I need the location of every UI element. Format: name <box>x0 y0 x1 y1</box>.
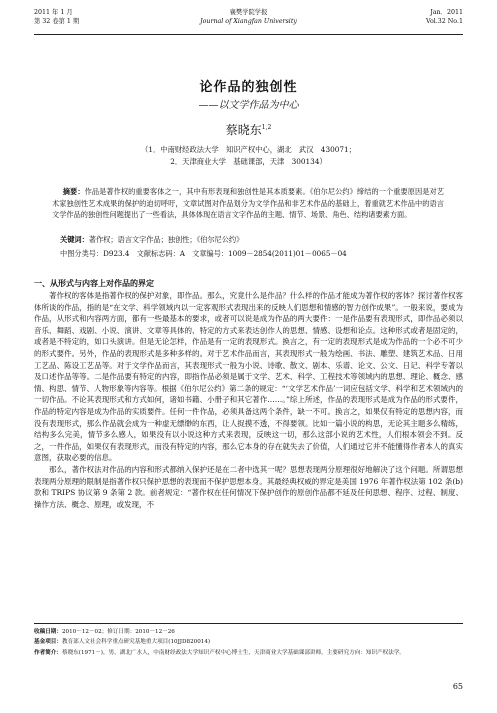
footnotes <box>34 627 463 658</box>
page-number: 65 <box>452 682 463 691</box>
article-subtitle: ——以文学作品为中心 <box>198 100 299 111</box>
footnote-received <box>34 627 463 637</box>
article-title: 论作品的独创性 <box>199 80 298 95</box>
classification: 中图分类号：D923.4 文献标志码：A 文章编号：1009－2854(2011)01－0065－04 <box>60 249 347 258</box>
header-date-en: Jan．2011 <box>430 9 463 16</box>
footnote-rule <box>34 623 463 624</box>
paragraph: 著作权的客体是指著作权的保护对象，即作品。那么，究竟什么是作品？什么样的作品才能成为著作权的客体？探讨著作权客体所谈的作品，指的是“在文学、科学领域内以一定客观形式表现出来的反映人们思想和情感的智力创作成果”。一般来说，要成为作品，从形式和内容两方面，都有一些最基本的要求，或者可以说是成为作品的两大要件：一是作品要有表现形式，即作品必须以音乐、舞蹈、戏剧、小说、演讲、文章等具体的、特定的方式来表达创作人的思想、情感、设想和论点。这种形式或者是固定的，或者是不特定的，如口头演讲。但是无论怎样，作品是有一定的表现形式。换言之，有一定的表现形式是成为作品的一个必不可少的形式要件。另外，作品的表现形式是多种多样的。对于艺术作品而言，其表现形式一般为绘画、书法、雕塑、建筑艺术品、日用工艺品、陈设工艺品等。对于文学作品而言，其表现形式一般为小说、诗歌、散文、剧本、乐谱、论文、公文、日记、科学专著以及口述作品等等。二是作品要有特定的内容，即指作品必须是属于文学、艺术、科学、工程技术等领域内的思想、理论、概念、感情、构思、情节、人物形象等内容等。根据《伯尔尼公约》第二条的规定：“‘文学艺术作品’一词应包括文学、科学和艺术领域内的一切作品。不论其表现形式和方式如何，诸如书籍、小册子和其它著作……。”综上所述，作品的表现形式是成为作品的形式要件，作品的特定内容是成为作品的实质要件。任何一件作品，必须具备这两个条件，缺一不可。换言之，如果仅有特定的思想内容，而没有表现形式，那么作品就会成为一种虚无缥缈的东西，让人捉摸不透，不得要领。比如一篇小说的构思，无论其主题多么精练，结构多么完美，情节多么感人，如果没有以小说这种方式来表现，反映这一切，那么这部小说的艺术性，人们根本领会不到。反之，一件作品，如果仅有表现形式，而没有特定的内容，那么它本身的存在就失去了价值，人们通过它并不能懂得作者本人的真实意图，获取必要的信息。 <box>34 291 463 463</box>
footnote-text: 教育部人文社会科学重点研究基地重大项目(10JJD820014) <box>61 639 211 646</box>
keywords-text: 著作权；语言文字作品；独创性；《伯尔尼公约》 <box>88 235 244 244</box>
header-volume: 第 32 卷第 1 期 <box>34 18 80 25</box>
keywords <box>60 235 440 245</box>
affiliation-2: 2．天津商业大学 基础课部，天津 300134） <box>170 157 327 166</box>
abstract-text: 作品是著作权的重要客体之一，其中有形表现和独创性是其本质要素。《伯尔尼公约》缔结的一个重要原因是对艺术家独创性艺术成果的保护的迫切呼吁，文章试图对作品划分为文学作品和非艺术作品的基础上，着重就艺术作品中的语言文学作品的独创性问题提出了一些看法，具体体现在语言文字作品的主题、情节、场景、角色、结构诸要素方面。 <box>52 187 444 219</box>
footnote-text: 蔡晓东(1971－)，男，湖北广水人，中南财经政法大学知识产权中心博士生，天津商业大学基础课部讲师，主要研究方向：知识产权法学。 <box>61 649 406 656</box>
footnote-label: 收稿日期： <box>34 629 62 635</box>
footnote-author <box>34 648 463 658</box>
journal-name-en: Journal of Xiangfan University <box>200 18 297 25</box>
keywords-label: 关键词： <box>60 235 89 244</box>
abstract <box>52 186 444 221</box>
footnote-label: 基金项目： <box>34 639 62 646</box>
author-line <box>0 121 497 138</box>
footnote-text: 2010－12－02；修订日期：2010－12－26 <box>61 629 175 635</box>
header-date: 2011 年 1 月 <box>34 9 73 16</box>
journal-name-cn: 襄樊学院学报 <box>229 9 268 16</box>
body-text <box>34 290 463 510</box>
header-center <box>34 8 463 26</box>
author-name: 蔡晓东 <box>225 123 262 137</box>
header-right <box>426 8 463 26</box>
running-header <box>34 8 463 35</box>
affiliations <box>0 144 497 168</box>
section-heading: 一、从形式与内容上对作品的界定 <box>34 278 154 288</box>
footnote-fund <box>34 637 463 647</box>
footnote-label: 作者简介： <box>34 649 62 656</box>
author-affil-sup: 1,2 <box>261 124 272 131</box>
affiliation-1: （1．中南财经政法大学 知识产权中心，湖北 武汉 430071； <box>141 145 356 154</box>
header-volume-en: Vol.32 No.1 <box>426 18 463 25</box>
paragraph: 那么，著作权法对作品的内容和形式都纳入保护还是在二者中选其一呢？思想表现两分原理很好地解决了这个问题。所谓思想表现两分原理的限制是指著作权只保护思想的表现而不保护思想本身。其最经典权威的界定是美国 1976 年著作权法第 102 条(b)款和 TRIPS 协议第 9 条第 2 款。前者规定：“著作权在任何情况下保护创作的原创作品都不延及任何思想、程序、过程、制度、操作方法、概念、原理，或发现，不 <box>34 464 463 509</box>
abstract-label: 摘要： <box>62 187 85 196</box>
